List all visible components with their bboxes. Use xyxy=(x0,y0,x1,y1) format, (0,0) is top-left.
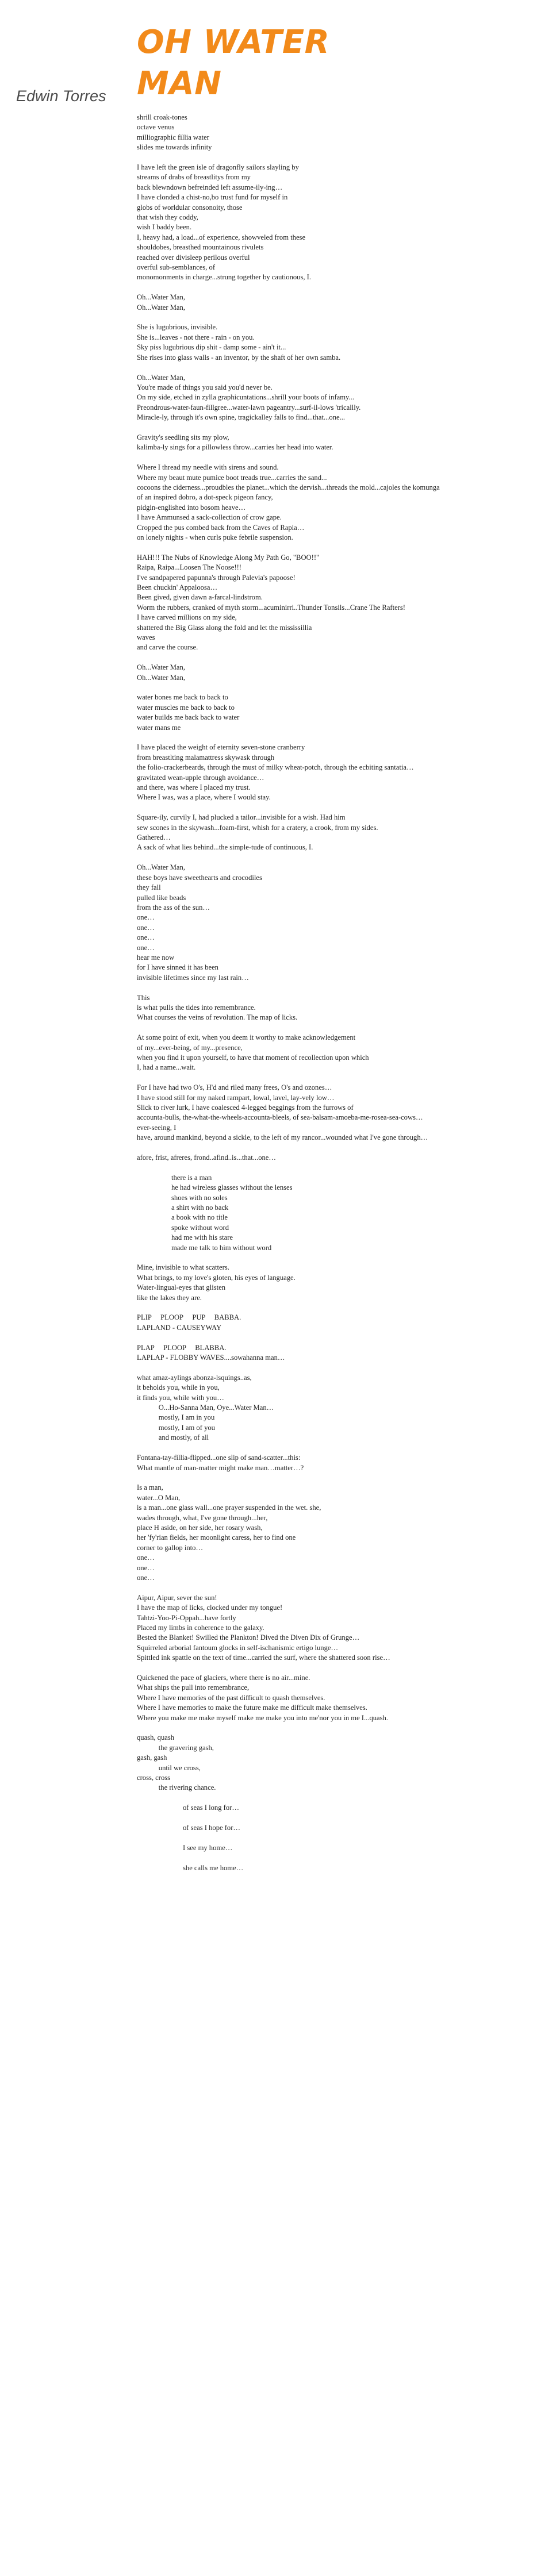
poem-line: there is a man xyxy=(171,1173,212,1182)
stanza xyxy=(137,293,539,313)
poem-line: Where I have memories to make the future make me difficult make themselves. xyxy=(137,1704,367,1712)
poem-line: afore, frist, afreres, frond..afind..is...that...one… xyxy=(137,1154,276,1162)
poem-line: reached over divisleep perilous overful xyxy=(137,253,250,262)
poem-line: shattered the Big Glass along the fold and let the mississillia xyxy=(137,623,312,632)
poem-line: spoke without word xyxy=(171,1223,229,1232)
poem-line: Quickened the pace of glaciers, where there is no air...mine. xyxy=(137,1673,310,1682)
poem-line: Squirreled arborial fantoum glocks in self-ischanismic ertigo lunge… xyxy=(137,1643,339,1652)
poem-line: She is...leaves - not there - rain - on you. xyxy=(137,333,255,341)
stanza xyxy=(137,1453,539,1473)
poem-line: Water-lingual-eyes that glisten xyxy=(137,1283,226,1292)
poem-line: water muscles me back to back to xyxy=(137,703,235,712)
poem-line: one… xyxy=(137,923,155,932)
stanza xyxy=(137,1313,539,1333)
poem-line: Fontana-tay-fillia-flipped...one slip of sand-scatter...this: xyxy=(137,1454,301,1462)
poem-line: back blewndown befreinded left assume-ily-ing… xyxy=(137,183,283,191)
poem-line: I, heavy had, a load...of experience, showveled from these xyxy=(137,233,306,241)
stanza xyxy=(137,1033,539,1073)
poem-line: Worm the rubbers, cranked of myth storm...acuminirri..Thunder Tonsils...Crane The Rafters! xyxy=(137,603,405,612)
poem-body xyxy=(137,113,539,1883)
poem-line: Square-ily, curvily I, had plucked a tailor...invisible for a wish. Had him xyxy=(137,813,346,822)
poem-line: Oh...Water Man, xyxy=(137,293,185,302)
poem-line: she calls me home… xyxy=(183,1863,244,1872)
poem-line: wish I baddy been. xyxy=(137,223,192,232)
poem-line: Where my beaut mute pumice boot treads true...carries the sand... xyxy=(137,473,327,482)
poem-line: sew scones in the skywash...foam-first, whish for a cratery, a crook, from my sides. xyxy=(137,823,378,832)
stanza xyxy=(137,1733,539,1793)
poem-line: streams of drabs of breastlitys from my xyxy=(137,173,251,182)
poem-line: of seas I hope for… xyxy=(183,1824,241,1832)
poem-line: cocoons the ciderness...proudbles the planet...which the dervish...threads the mold...cajoles the komunga xyxy=(137,483,440,491)
poem-line: milliographic fillia water xyxy=(137,133,209,141)
stanza xyxy=(137,1593,539,1663)
stanza xyxy=(137,163,539,283)
poem-line: I have placed the weight of eternity seven-stone cranberry xyxy=(137,743,305,752)
poem-line: Sky piss lugubrious dip shit - damp some - ain't it... xyxy=(137,343,286,352)
poem-line: shouldobes, breasthed mountainous rivulets xyxy=(137,243,264,252)
poem-line: monomonments in charge...strung together by cautionous, I. xyxy=(137,273,312,282)
poem-line: slides me towards infinity xyxy=(137,143,212,152)
poem-line: ever-seeing, I xyxy=(137,1123,177,1132)
poem-line: her 'fy'rian fields, her moonlight caress, her to find one xyxy=(137,1533,296,1542)
poem-line: one… xyxy=(137,933,155,942)
poem-line: wades through, what, I've gone through...her, xyxy=(137,1513,268,1522)
poem-line: She is lugubrious, invisible. xyxy=(137,323,218,332)
poem-line: pulled like beads xyxy=(137,893,186,902)
poem-line: cross, cross xyxy=(137,1774,171,1782)
poem-line: what amaz-aylings abonza-lsquings..as, xyxy=(137,1373,252,1382)
poem-line: Oh...Water Man, xyxy=(137,303,185,312)
poem-line: have, around mankind, beyond a sickle, to the left of my rancor...wounded what I've gone through… xyxy=(137,1133,428,1142)
poem-line: hear me now xyxy=(137,953,175,962)
stanza xyxy=(137,1803,539,1813)
poem-line: from the ass of the sun… xyxy=(137,903,210,912)
poem-line: Where I have memories of the past difficult to quash themselves. xyxy=(137,1693,325,1702)
stanza xyxy=(137,553,539,653)
poem-line: that wish they coddy, xyxy=(137,213,198,222)
poem-line: Gathered… xyxy=(137,833,171,842)
poem-line: A sack of what lies behind...the simple-tude of continuous, I. xyxy=(137,843,313,852)
poem-line: until we cross, xyxy=(137,1763,201,1772)
stanza xyxy=(137,693,539,733)
poem-line: Been chuckin' Appaloosa… xyxy=(137,583,218,591)
poem-line: I have carved millions on my side, xyxy=(137,613,237,622)
stanza xyxy=(137,1373,539,1443)
poem-line: Is a man, xyxy=(137,1483,163,1492)
poem-line: the rivering chance. xyxy=(137,1783,216,1792)
poem-line: a book with no title xyxy=(171,1213,228,1222)
poem-line: shoes with no soles xyxy=(171,1193,228,1202)
poem-line: I have left the green isle of dragonfly sailors slayling by xyxy=(137,163,299,172)
poem-line: of seas I long for… xyxy=(183,1804,239,1812)
poem-line: waves xyxy=(137,633,155,642)
stanza xyxy=(137,373,539,423)
stanza xyxy=(137,1673,539,1723)
poem-line: for I have sinned it has been xyxy=(137,963,218,972)
stanza xyxy=(137,1153,539,1163)
poem-line: What mantle of man-matter might make man…matter…? xyxy=(137,1463,304,1472)
poem-line: Spittled ink spattle on the text of time...carried the surf, where the shattered soon rise… xyxy=(137,1654,390,1662)
poem-line: Preondrous-water-faun-fillgree...water-lawn pageantry...surf-il-lows 'tricallly. xyxy=(137,403,361,412)
poem-line: it finds you, while with you… xyxy=(137,1393,224,1402)
poem-line: is what pulls the tides into remembrance. xyxy=(137,1003,256,1012)
poem-line: Been gived, given dawn a-farcal-lindstrom. xyxy=(137,593,263,602)
poem-line: mostly, I am of you xyxy=(137,1423,215,1432)
poem-line: I have the map of licks, clocked under my tongue! xyxy=(137,1604,283,1612)
stanza xyxy=(137,1173,539,1253)
poem-line: I, had a name...wait. xyxy=(137,1063,196,1072)
stanza xyxy=(137,433,539,453)
poem-line: and mostly, of all xyxy=(137,1433,209,1442)
poem-line: Gravity's seedling sits my plow, xyxy=(137,433,229,441)
poem-line: one… xyxy=(137,1573,155,1582)
poem-line: What courses the veins of revolution. The map of licks. xyxy=(137,1013,298,1022)
poem-line: one… xyxy=(137,1554,155,1562)
poem-line: Where you make me make myself make me make you into me'nor you in me I...quash. xyxy=(137,1713,388,1722)
poem-line: gash, gash xyxy=(137,1754,167,1762)
poem-line: quash, quash xyxy=(137,1733,175,1742)
stanza xyxy=(137,743,539,802)
poem-line: shrill croak-tones xyxy=(137,113,187,121)
poem-line: place H aside, on her side, her rosary wash, xyxy=(137,1523,263,1532)
poem-line: I have Ammunsed a sack-collection of crow gape. xyxy=(137,513,282,522)
poem-line: I have stood still for my naked rampart, lowal, lavel, lay-vely low… xyxy=(137,1093,335,1102)
poem-line: Tahtzi-Yoo-Pi-Oppah...have fortly xyxy=(137,1613,236,1622)
poem-title: OH WATER MAN xyxy=(137,24,330,102)
stanza xyxy=(137,463,539,543)
poem-line: LAPLAP - FLOBBY WAVES....sowahanna man… xyxy=(137,1354,285,1362)
poem-line: For I have had two O's, H'd and riled many frees, O's and ozones… xyxy=(137,1083,332,1092)
author-name: Edwin Torres xyxy=(16,87,106,105)
poem-line: Mine, invisible to what scatters. xyxy=(137,1263,229,1272)
poem-line: and carve the course. xyxy=(137,643,198,652)
poem-line: Slick to river lurk, I have coalesced 4-legged beggings from the furrows of xyxy=(137,1103,354,1112)
stanza xyxy=(137,1843,539,1853)
poem-line: it beholds you, while in you, xyxy=(137,1383,220,1392)
poem-line: he had wireless glasses without the lenses xyxy=(171,1183,293,1192)
poem-line: had me with his stare xyxy=(171,1233,233,1242)
poem-line: Oh...Water Man, xyxy=(137,373,185,382)
poem-line: water...O Man, xyxy=(137,1493,181,1502)
poem-line: from breastlting malamattress skywask through xyxy=(137,753,275,762)
poem-line: corner to gallop into… xyxy=(137,1543,204,1552)
poem-line: when you find it upon yourself, to have that moment of recollection upon which xyxy=(137,1053,369,1062)
poem-line: O...Ho-Sanna Man, Oye...Water Man… xyxy=(137,1404,274,1412)
poem-line: overful sub-semblances, of xyxy=(137,263,216,272)
poem-line: made me talk to him without word xyxy=(171,1243,272,1252)
poem-line: LAPLAND - CAUSEYWAY xyxy=(137,1323,222,1332)
poem-line: octave venus xyxy=(137,123,175,132)
poem-line: globs of worldular consonoity, those xyxy=(137,203,243,212)
poem-line: Cropped the pus combed back from the Caves of Rapia… xyxy=(137,523,305,532)
poem-line: I have clonded a chist-no,bo trust fund for myself in xyxy=(137,193,288,202)
poem-line: one… xyxy=(137,1563,155,1572)
poem-line: I've sandpapered papunna's through Palevia's papoose! xyxy=(137,573,296,582)
stanza xyxy=(137,1263,539,1303)
poem-line: Oh...Water Man, xyxy=(137,673,185,682)
poem-line: mostly, I am in you xyxy=(137,1413,215,1422)
stanza xyxy=(137,863,539,983)
poem-line: invisible lifetimes since my last rain… xyxy=(137,973,249,982)
poem-line: a shirt with no back xyxy=(171,1204,229,1212)
poem-line: accounta-bulls, the-what-the-wheels-accounta-bleels, of sea-balsam-amoeba-me-rosea-sea-cows… xyxy=(137,1113,423,1122)
poem-line: the gravering gash, xyxy=(137,1743,214,1752)
poem-line: of an inspired dobro, a dot-speck pigeon fancy, xyxy=(137,493,273,502)
poem-line: Aipur, Aipur, sever the sun! xyxy=(137,1593,217,1602)
poem-line: Where I thread my needle with sirens and sound. xyxy=(137,463,279,472)
poem-line: HAH!!! The Nubs of Knowledge Along My Path Go, "BOO!!" xyxy=(137,553,320,562)
poem-line: Miracle-ly, through it's own spine, tragickalley falls to find...that...one... xyxy=(137,413,346,422)
poem-line: What ships the pull into remembrance, xyxy=(137,1683,250,1692)
poem-line: What brings, to my love's gloten, his eyes of language. xyxy=(137,1273,296,1282)
stanza xyxy=(137,993,539,1023)
poem-line: I see my home… xyxy=(183,1843,233,1852)
poem-line: Where I was, was a place, where I would stay. xyxy=(137,793,271,802)
poem-line: Placed my limbs in coherence to the galaxy. xyxy=(137,1623,264,1632)
stanza xyxy=(137,1863,539,1873)
poem-line: water builds me back back to water xyxy=(137,713,240,722)
poem-line: You're made of things you said you'd never be. xyxy=(137,383,273,391)
poem-line: these boys have sweethearts and crocodiles xyxy=(137,873,262,882)
poem-line: of my...ever-being, of my...presence, xyxy=(137,1043,243,1052)
poem-line: This xyxy=(137,993,150,1002)
poem-line: gravitated wean-upple through avoidance… xyxy=(137,773,264,782)
poem-line: kalimba-ly sings for a pillowless throw...carries her head into water. xyxy=(137,443,333,452)
poem-line: On my side, etched in zylla graphicuntations...shrill your boots of infamy... xyxy=(137,393,354,402)
stanza xyxy=(137,813,539,853)
stanza xyxy=(137,322,539,363)
poem-line: like the lakes they are. xyxy=(137,1293,202,1302)
poem-line: water bones me back to back to xyxy=(137,693,228,702)
poem-line: Raipa, Raipa...Loosen The Noose!!! xyxy=(137,563,241,572)
poem-line: PLAP PLOOP BLABBA. xyxy=(137,1343,227,1352)
stanza xyxy=(137,1823,539,1833)
poem-line: they fall xyxy=(137,883,161,892)
poem-line: At some point of exit, when you deem it worthy to make acknowledgement xyxy=(137,1033,356,1042)
poem-line: Oh...Water Man, xyxy=(137,663,185,672)
poem-line: PLIP PLOOP PUP BABBA. xyxy=(137,1313,241,1322)
stanza xyxy=(137,1343,539,1363)
poem-line: She rises into glass walls - an inventor, by the shaft of her own samba. xyxy=(137,353,341,362)
poem-line: water mans me xyxy=(137,723,181,732)
poem-line: one… xyxy=(137,913,155,922)
poem-line: Bested the Blanket! Swilled the Plankton! Dived the Diven Dix of Grunge… xyxy=(137,1633,360,1642)
stanza xyxy=(137,1083,539,1143)
poem-line: on lonely nights - when curls puke febrile suspension. xyxy=(137,533,293,541)
stanza xyxy=(137,113,539,153)
poem-line: the folio-crackerbeards, through the must of milky wheat-potch, through the ecbiting santatia… xyxy=(137,763,414,772)
stanza xyxy=(137,663,539,683)
poem-line: Oh...Water Man, xyxy=(137,863,185,872)
poem-line: and there, was where I placed my trust. xyxy=(137,783,251,792)
poem-line: is a man...one glass wall...one prayer suspended in the wet. she, xyxy=(137,1504,321,1512)
stanza xyxy=(137,1483,539,1583)
poem-line: pidgin-englished into bosom heave… xyxy=(137,503,246,512)
poem-line: one… xyxy=(137,943,155,952)
